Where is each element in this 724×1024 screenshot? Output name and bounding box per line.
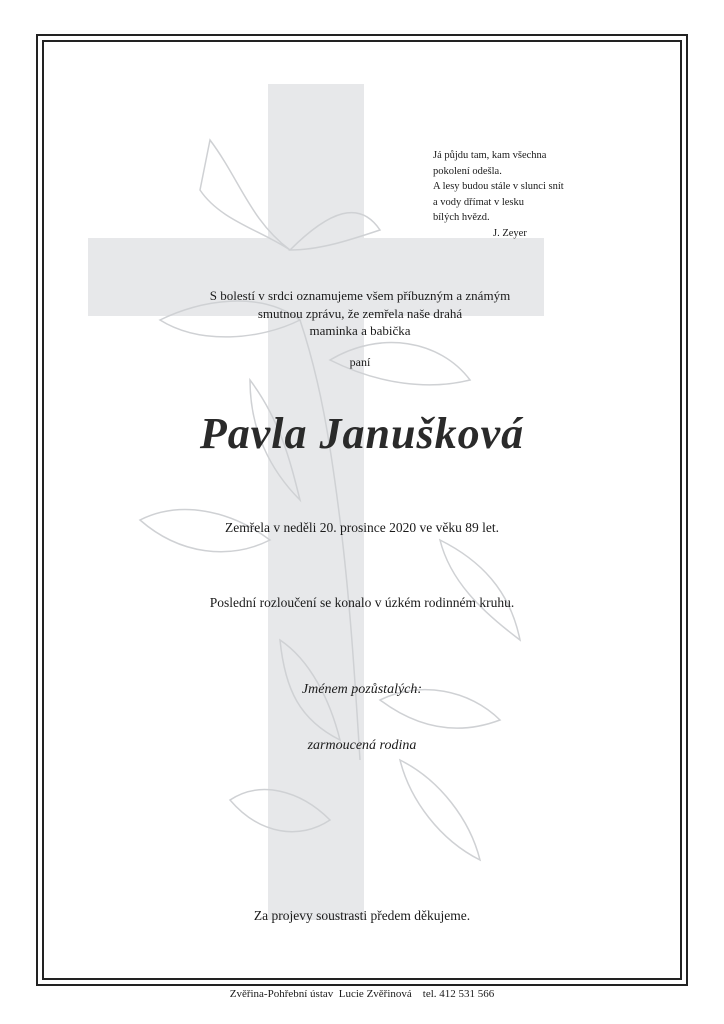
lily-petal — [440, 540, 520, 640]
poem-line: a vody dřímat v lesku — [433, 196, 524, 208]
announcement-intro — [140, 287, 580, 340]
honorific-title: paní — [349, 355, 371, 369]
deceased-name: Pavla Janušková — [199, 409, 525, 458]
on-behalf-text: Jménem pozůstalých: — [301, 682, 423, 697]
poem-quote — [433, 148, 633, 241]
lily-petal — [290, 213, 380, 250]
death-date-text: Zemřela v neděli 20. prosince 2020 ve věku 89 let. — [224, 520, 500, 535]
intro-line: smutnou zprávu, že zemřela naše drahá — [257, 305, 463, 321]
poem-line: pokolení odešla. — [433, 165, 502, 177]
family-signature: zarmoucená rodina — [307, 738, 417, 753]
poem-line: Já půjdu tam, kam všechna — [433, 150, 547, 161]
lily-stem — [340, 520, 360, 760]
thanks-text: Za projevy soustrasti předem děkujeme. — [253, 908, 471, 923]
lily-petal — [400, 760, 480, 860]
intro-line: S bolestí v srdci oznamujeme všem příbuzným a známým — [209, 288, 511, 303]
lily-petal — [200, 140, 290, 250]
poem-author: J. Zeyer — [493, 227, 527, 239]
funeral-home-footer: Zvěřina-Pohřební ústav Lucie Zvěřinová tel. 412 531 566 — [229, 988, 495, 1000]
lily-leaf — [230, 790, 330, 832]
intro-line: maminka a babička — [309, 323, 411, 338]
poem-line: bílých hvězd. — [433, 212, 490, 223]
farewell-text: Poslední rozloučení se konalo v úzkém rodinném kruhu. — [209, 595, 515, 610]
poem-line: A lesy budou stále v slunci snít — [433, 181, 564, 192]
